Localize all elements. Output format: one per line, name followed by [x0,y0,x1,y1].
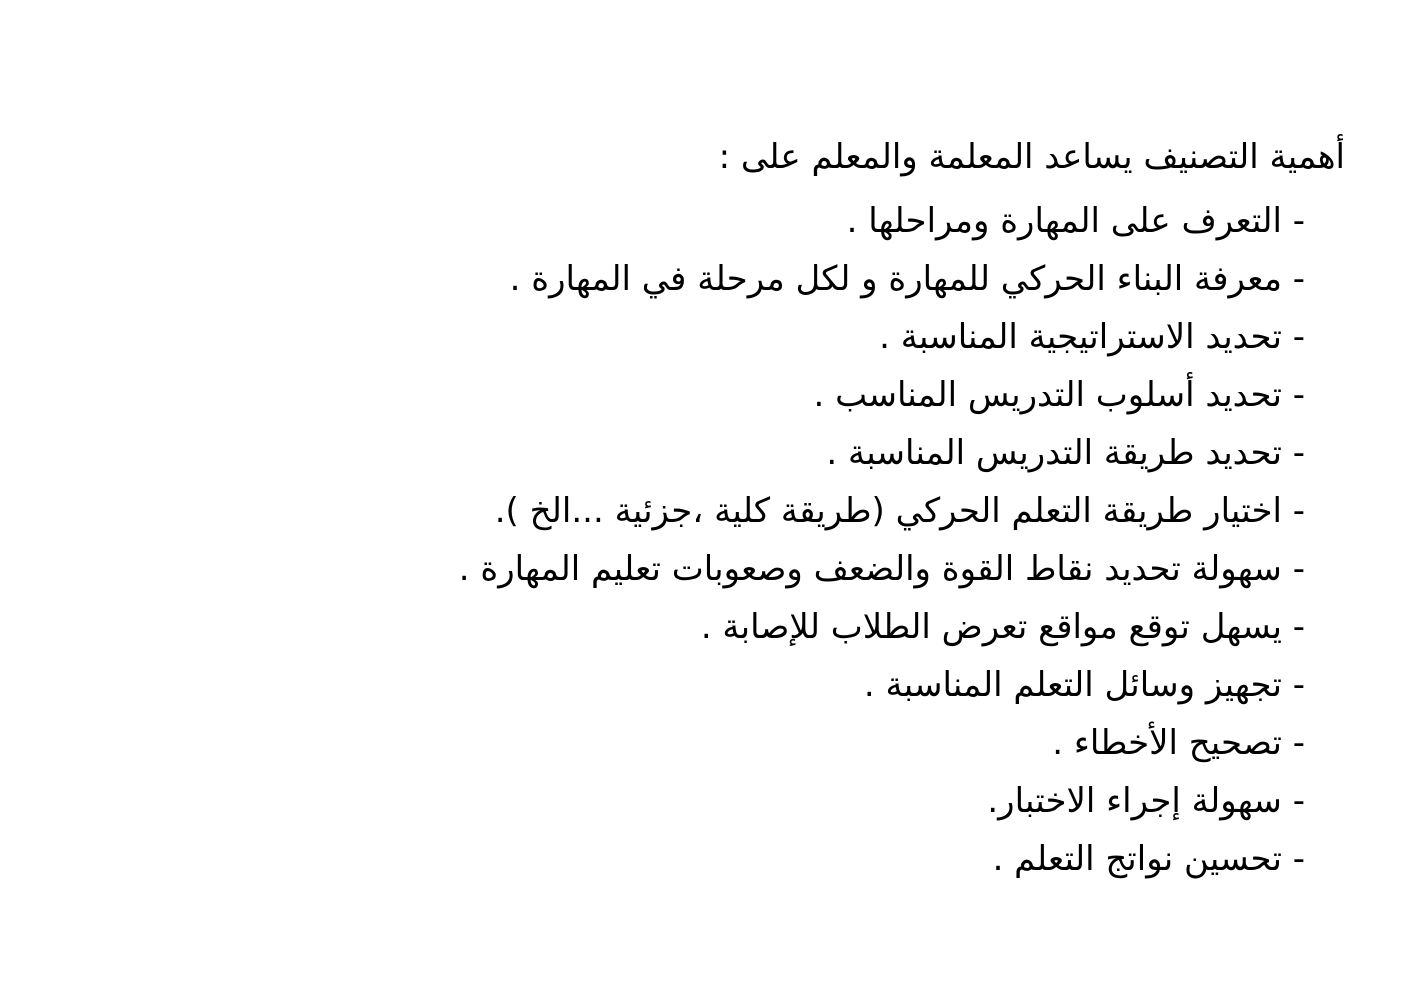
list-item: - تحديد الاستراتيجية المناسبة . [879,317,1305,357]
bullet-list [345,192,1345,888]
list-item: - اختيار طريقة التعلم الحركي (طريقة كلية ،جزئية ...الخ ). [494,491,1305,531]
list-item: - معرفة البناء الحركي للمهارة و لكل مرحلة في المهارة . [509,259,1305,299]
list-item: - تجهيز وسائل التعلم المناسبة . [863,665,1305,705]
list-item: - سهولة إجراء الاختبار. [987,781,1305,821]
list-item: - سهولة تحديد نقاط القوة والضعف وصعوبات تعليم المهارة . [458,549,1305,589]
list-item: - تصحيح الأخطاء . [1052,723,1305,763]
document-content [345,132,1345,888]
list-item: - تحسين نواتج التعلم . [992,839,1305,879]
list-item: - التعرف على المهارة ومراحلها . [846,201,1305,241]
document-heading: أهمية التصنيف يساعد المعلمة والمعلم على : [718,137,1345,177]
list-item: - تحديد طريقة التدريس المناسبة . [826,433,1305,473]
list-item: - تحديد أسلوب التدريس المناسب . [813,375,1305,415]
list-item: - يسهل توقع مواقع تعرض الطلاب للإصابة . [700,607,1305,647]
